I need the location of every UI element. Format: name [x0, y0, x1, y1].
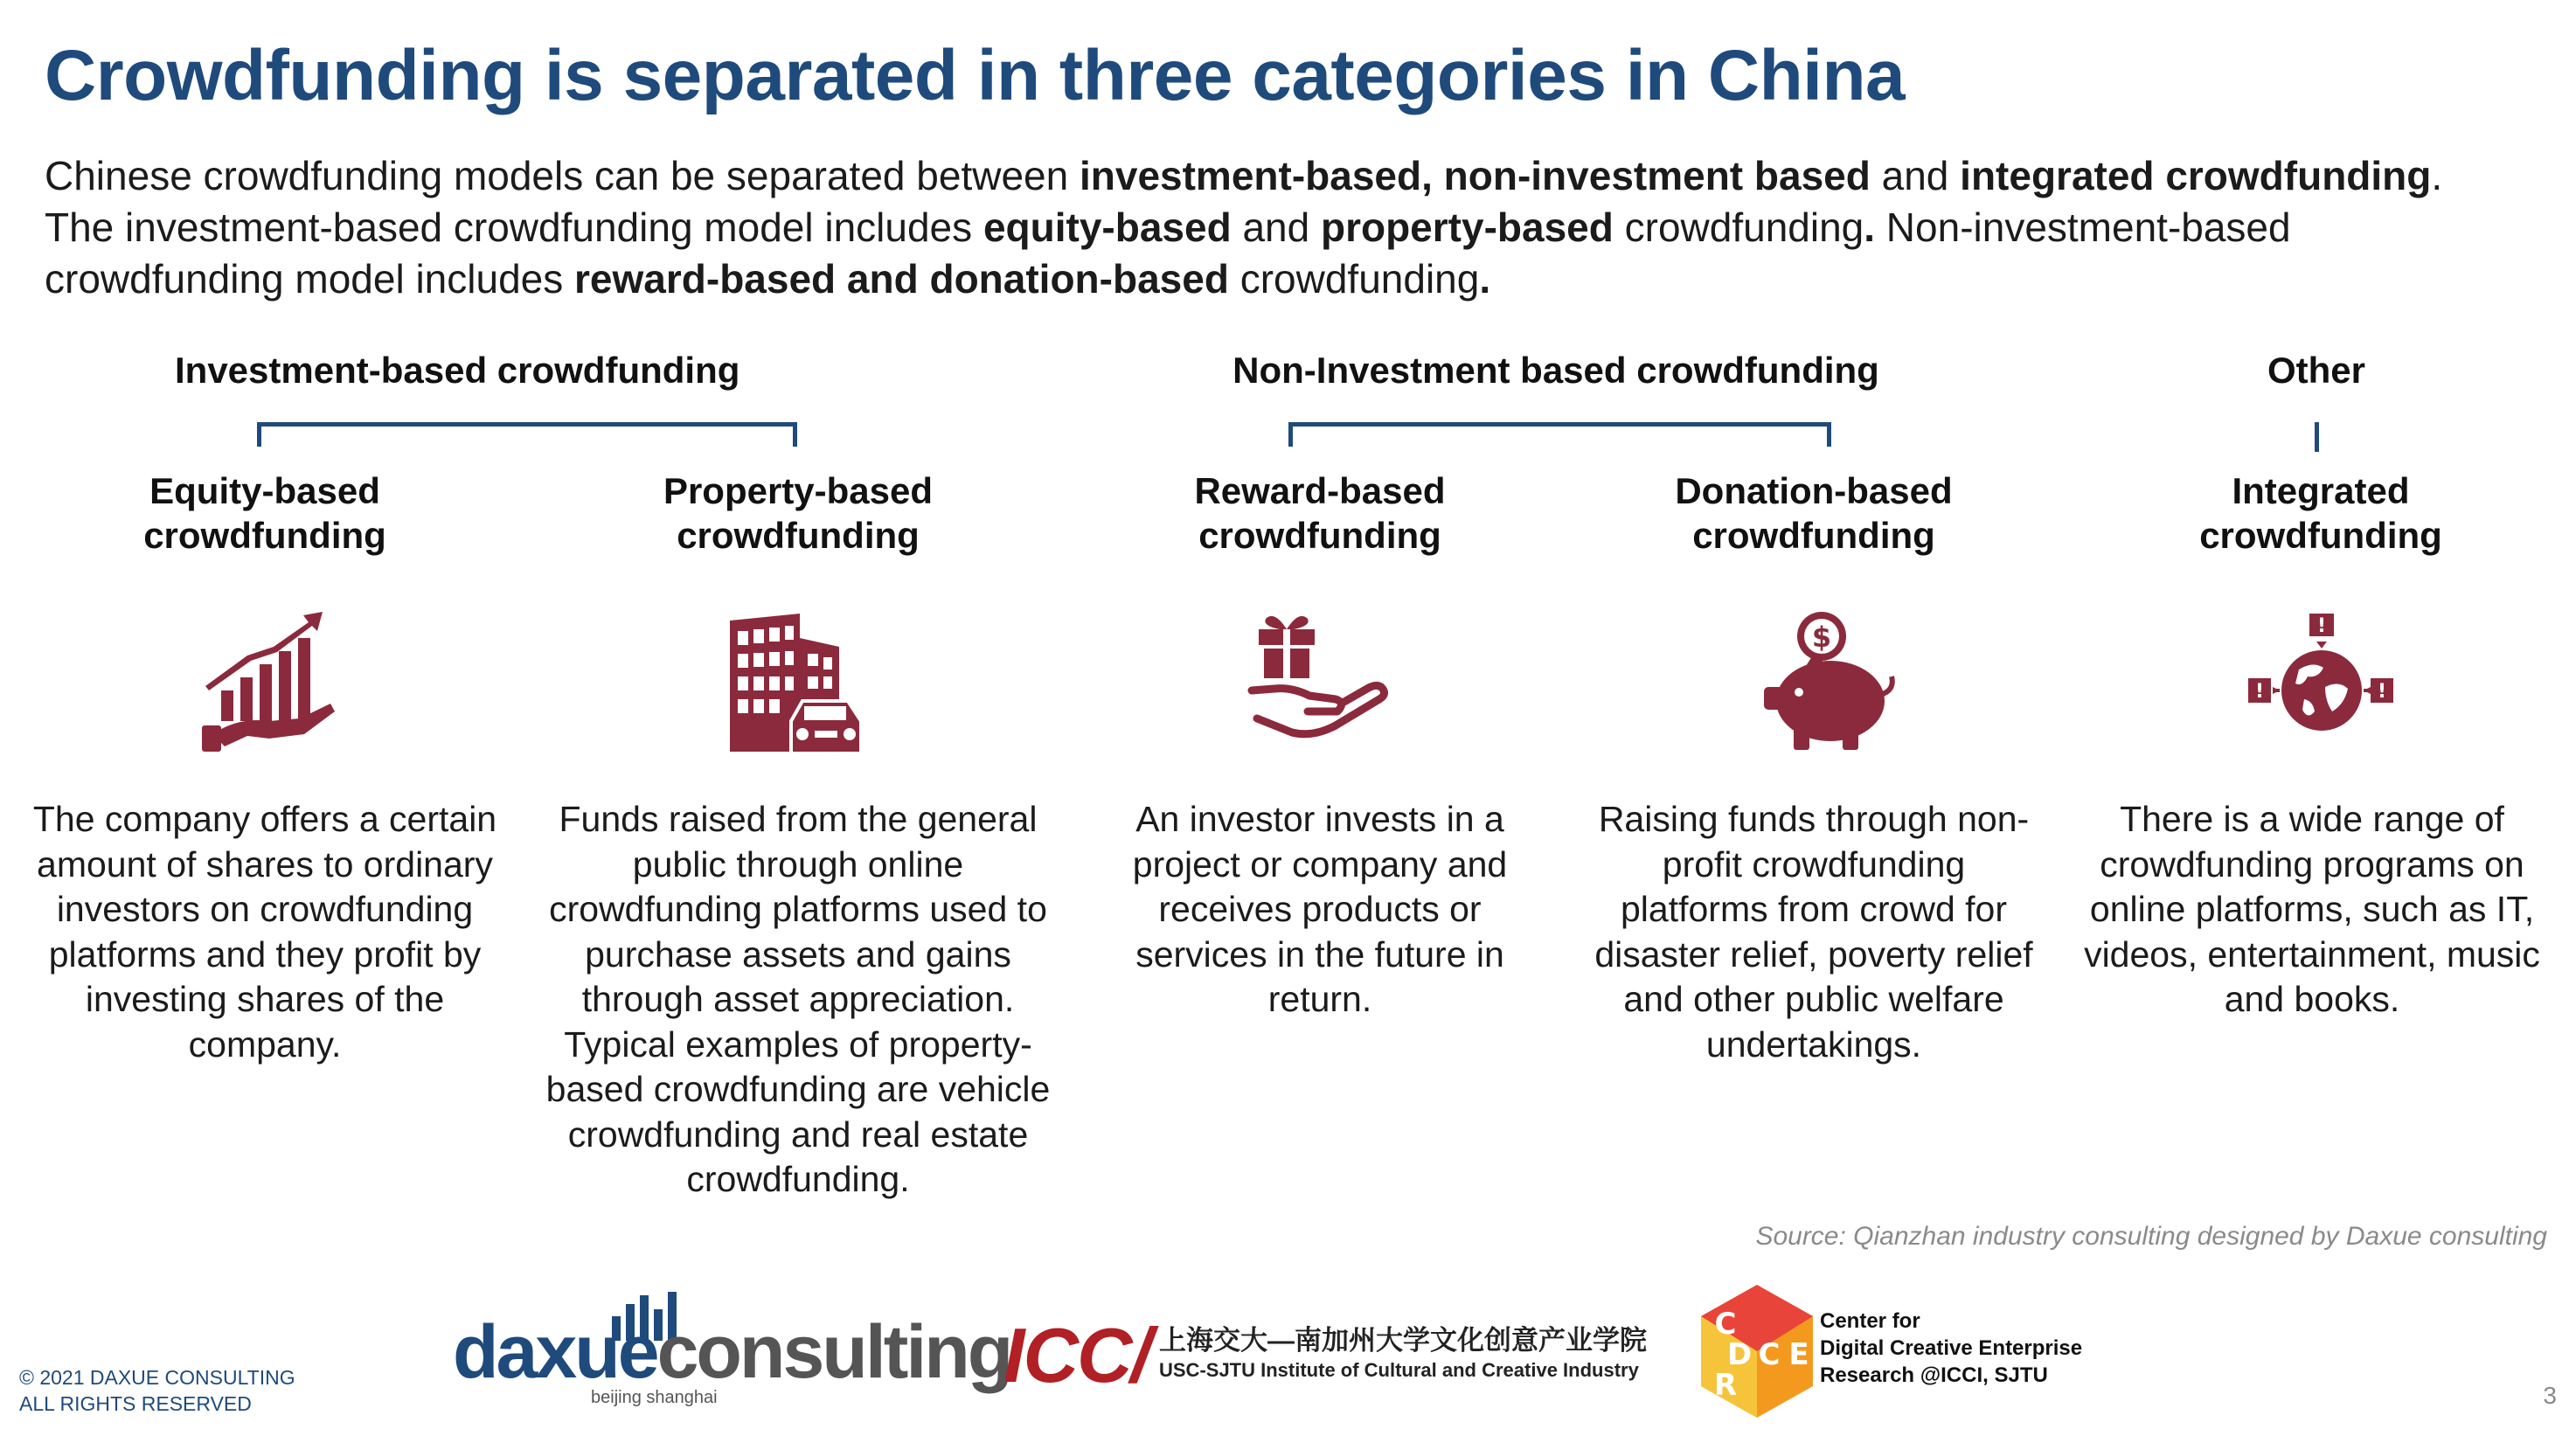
gift-hand-icon — [1239, 603, 1397, 760]
column-title-equity: Equity-based crowdfunding — [143, 470, 386, 556]
group-label-investment: Investment-based crowdfunding — [175, 350, 740, 391]
piggy-bank-icon — [1745, 603, 1902, 760]
copyright-notice: © 2021 DAXUE CONSULTING ALL RIGHTS RESERVED — [19, 1366, 295, 1415]
intro-paragraph: Chinese crowdfunding models can be separated between investment-based, non-investment based and integrated crowdfunding. The investment-based crowdfunding model includes equity-based and property-based crowdfunding. Non-investment-based crowdfunding model includes reward-based and donation-based crowdfunding. — [45, 153, 2443, 302]
column-title-property: Property-based crowdfunding — [663, 470, 934, 556]
svg-text:$: $ — [1811, 621, 1832, 654]
column-description-equity: The company offers a certain amount of shares to ordinary investors on crowdfunding platforms and they profit by investing shares of the company. — [32, 799, 497, 1065]
svg-text:D: D — [1726, 1337, 1753, 1372]
building-car-icon — [717, 603, 874, 760]
column-title-donation: Donation-based crowdfunding — [1675, 470, 1953, 556]
svg-text:!: ! — [2254, 681, 2265, 703]
svg-text:C: C — [1758, 1337, 1781, 1372]
cdce-hexagon-icon — [1696, 1281, 1818, 1421]
svg-text:E: E — [1788, 1337, 1809, 1372]
slide-title: Crowdfunding is separated in three categories in China — [45, 36, 1906, 115]
svg-text:!: ! — [2377, 681, 2387, 703]
svg-text:R: R — [1713, 1368, 1738, 1403]
group-label-other: Other — [2267, 350, 2365, 391]
globe-alerts-icon — [2238, 603, 2395, 760]
column-description-donation: Raising funds through non-profit crowdfunding platforms from crowd for disaster relief, poverty relief and other public welfare undertakings. — [1594, 799, 2033, 1065]
bracket-non-investment — [1288, 422, 1831, 447]
svg-text:!: ! — [2316, 615, 2327, 637]
bracket-investment — [257, 422, 797, 447]
icc-logo: ICC/ 上海交大—南加州大学文化创意产业学院 USC-SJTU Institute of Cultural and Creative Industry — [1003, 1312, 1647, 1398]
column-description-reward: An investor invests in a project or company and receives products or services in the future in return. — [1132, 799, 1508, 1019]
page-number: 3 — [2543, 1382, 2557, 1409]
cdce-logo: C D C E R Center for Digital Creative Enterprise Research @ICCI, SJTU — [1696, 1281, 2168, 1421]
growth-chart-hand-icon — [186, 603, 344, 760]
column-title-integrated: Integrated crowdfunding — [2199, 470, 2442, 556]
bracket-other — [2315, 422, 2319, 452]
daxue-consulting-logo: daxueconsulting beijing shanghai — [453, 1290, 951, 1412]
group-label-non-investment: Non-Investment based crowdfunding — [1232, 350, 1879, 391]
column-title-reward: Reward-based crowdfunding — [1194, 470, 1446, 556]
source-note: Source: Qianzhan industry consulting designed by Daxue consulting — [1755, 1222, 2547, 1251]
column-description-integrated: There is a wide range of crowdfunding programs on online platforms, such as IT, videos, entertainment, music and books. — [2084, 799, 2540, 1019]
svg-text:C: C — [1714, 1307, 1737, 1342]
column-description-property: Funds raised from the general public through online crowdfunding platforms used to purchase assets and gains through asset appreciation. Typical examples of property-based crowdfunding are vehicle crowdfunding and real estate crowdfunding. — [545, 799, 1051, 1199]
